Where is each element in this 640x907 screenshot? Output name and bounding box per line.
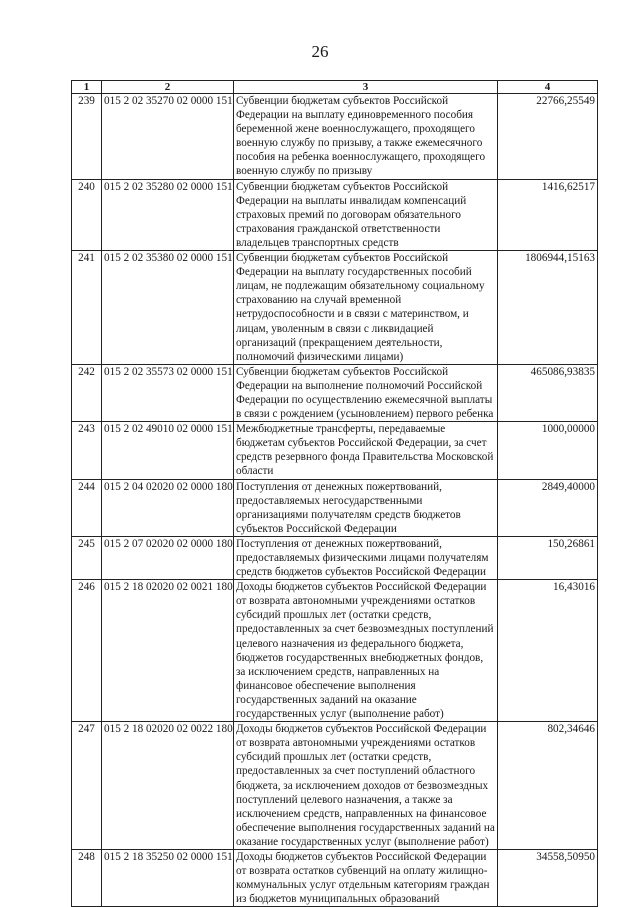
budget-code: 015 2 18 35250 02 0000 151 xyxy=(102,849,234,906)
row-amount: 34558,50950 xyxy=(498,849,598,906)
budget-code: 015 2 02 49010 02 0000 151 xyxy=(102,422,234,479)
row-description: Субвенции бюджетам субъектов Российской Федерации на выплату государственных пособий лицам, не подлежащим обязательному социальному страхованию на случай временной нетрудоспособности и в связи с материнством, и лицам, уволенным в связи с ликвидацией организаций (прекращением деятельности, полномочий физическими лицами) xyxy=(234,251,498,365)
budget-code: 015 2 07 02020 02 0000 180 xyxy=(102,536,234,579)
row-number: 240 xyxy=(72,179,102,250)
row-description: Доходы бюджетов субъектов Российской Федерации от возврата автономными учреждениями остатков субсидий прошлых лет (остатки средств, предоставленных за счет поступлений областного бюджета, за исключением доходов от безвозмездных поступлений целевого назначения, а также за исключением средств, направленных на финансовое обеспечение выполнения государственных заданий на оказание государственных услуг (выполнение работ) xyxy=(234,722,498,850)
row-amount: 1806944,15163 xyxy=(498,251,598,365)
row-description: Доходы бюджетов субъектов Российской Федерации от возврата автономными учреждениями остатков субсидий прошлых лет (остатки средств, предоставленных за счет безвозмездных поступлений целевого назначения из федерального бюджета, бюджетов государственных внебюджетных фондов, за исключением средств, направленных на финансовое обеспечение выполнения государственных заданий на оказание государственных услуг (выполнение работ) xyxy=(234,580,498,722)
table-header-row xyxy=(72,81,598,94)
row-amount: 150,26861 xyxy=(498,536,598,579)
table-row xyxy=(72,94,598,180)
table-row xyxy=(72,179,598,250)
table-row xyxy=(72,849,598,906)
table-row xyxy=(72,479,598,536)
row-amount: 1000,00000 xyxy=(498,422,598,479)
row-number: 239 xyxy=(72,94,102,180)
row-number: 246 xyxy=(72,580,102,722)
table-row xyxy=(72,536,598,579)
table-row xyxy=(72,580,598,722)
row-description: Поступления от денежных пожертвований, предоставляемых негосударственными организациями получателям средств бюджетов субъектов Российской Федерации xyxy=(234,479,498,536)
page-number: 26 xyxy=(311,42,329,61)
row-number: 248 xyxy=(72,849,102,906)
row-description: Субвенции бюджетам субъектов Российской Федерации на выполнение полномочий Российской Федерации по осуществлению ежемесячной выплаты в связи с рождением (усыновлением) первого ребенка xyxy=(234,364,498,421)
row-number: 243 xyxy=(72,422,102,479)
column-header-1: 1 xyxy=(72,81,102,94)
row-description: Поступления от денежных пожертвований, предоставляемых физическими лицами получателям средств бюджетов субъектов Российской Федерации xyxy=(234,536,498,579)
budget-code: 015 2 04 02020 02 0000 180 xyxy=(102,479,234,536)
row-description: Межбюджетные трансферты, передаваемые бюджетам субъектов Российской Федерации, за счет средств резервного фонда Правительства Московской области xyxy=(234,422,498,479)
table-row xyxy=(72,251,598,365)
budget-table xyxy=(71,80,598,907)
budget-code: 015 2 02 35270 02 0000 151 xyxy=(102,94,234,180)
row-amount: 22766,25549 xyxy=(498,94,598,180)
column-header-2: 2 xyxy=(102,81,234,94)
row-number: 241 xyxy=(72,251,102,365)
column-header-3: 3 xyxy=(234,81,498,94)
table-row xyxy=(72,422,598,479)
budget-code: 015 2 18 02020 02 0022 180 xyxy=(102,722,234,850)
table-row xyxy=(72,364,598,421)
table-row xyxy=(72,722,598,850)
row-amount: 2849,40000 xyxy=(498,479,598,536)
row-amount: 16,43016 xyxy=(498,580,598,722)
row-amount: 465086,93835 xyxy=(498,364,598,421)
budget-code: 015 2 02 35380 02 0000 151 xyxy=(102,251,234,365)
row-number: 247 xyxy=(72,722,102,850)
row-amount: 1416,62517 xyxy=(498,179,598,250)
row-number: 245 xyxy=(72,536,102,579)
row-number: 244 xyxy=(72,479,102,536)
budget-code: 015 2 02 35280 02 0000 151 xyxy=(102,179,234,250)
row-number: 242 xyxy=(72,364,102,421)
row-description: Субвенции бюджетам субъектов Российской Федерации на выплату единовременного пособия беременной жене военнослужащего, проходящего военную службу по призыву, а также ежемесячного пособия на ребенка военнослужащего, проходящего военную службу по призыву xyxy=(234,94,498,180)
budget-code: 015 2 02 35573 02 0000 151 xyxy=(102,364,234,421)
row-amount: 802,34646 xyxy=(498,722,598,850)
column-header-4: 4 xyxy=(498,81,598,94)
budget-code: 015 2 18 02020 02 0021 180 xyxy=(102,580,234,722)
row-description: Доходы бюджетов субъектов Российской Федерации от возврата остатков субвенций на оплату жилищно-коммунальных услуг отдельным категориям граждан из бюджетов муниципальных образований xyxy=(234,849,498,906)
row-description: Субвенции бюджетам субъектов Российской Федерации на выплаты инвалидам компенсаций страховых премий по договорам обязательного страхования гражданской ответственности владельцев транспортных средств xyxy=(234,179,498,250)
